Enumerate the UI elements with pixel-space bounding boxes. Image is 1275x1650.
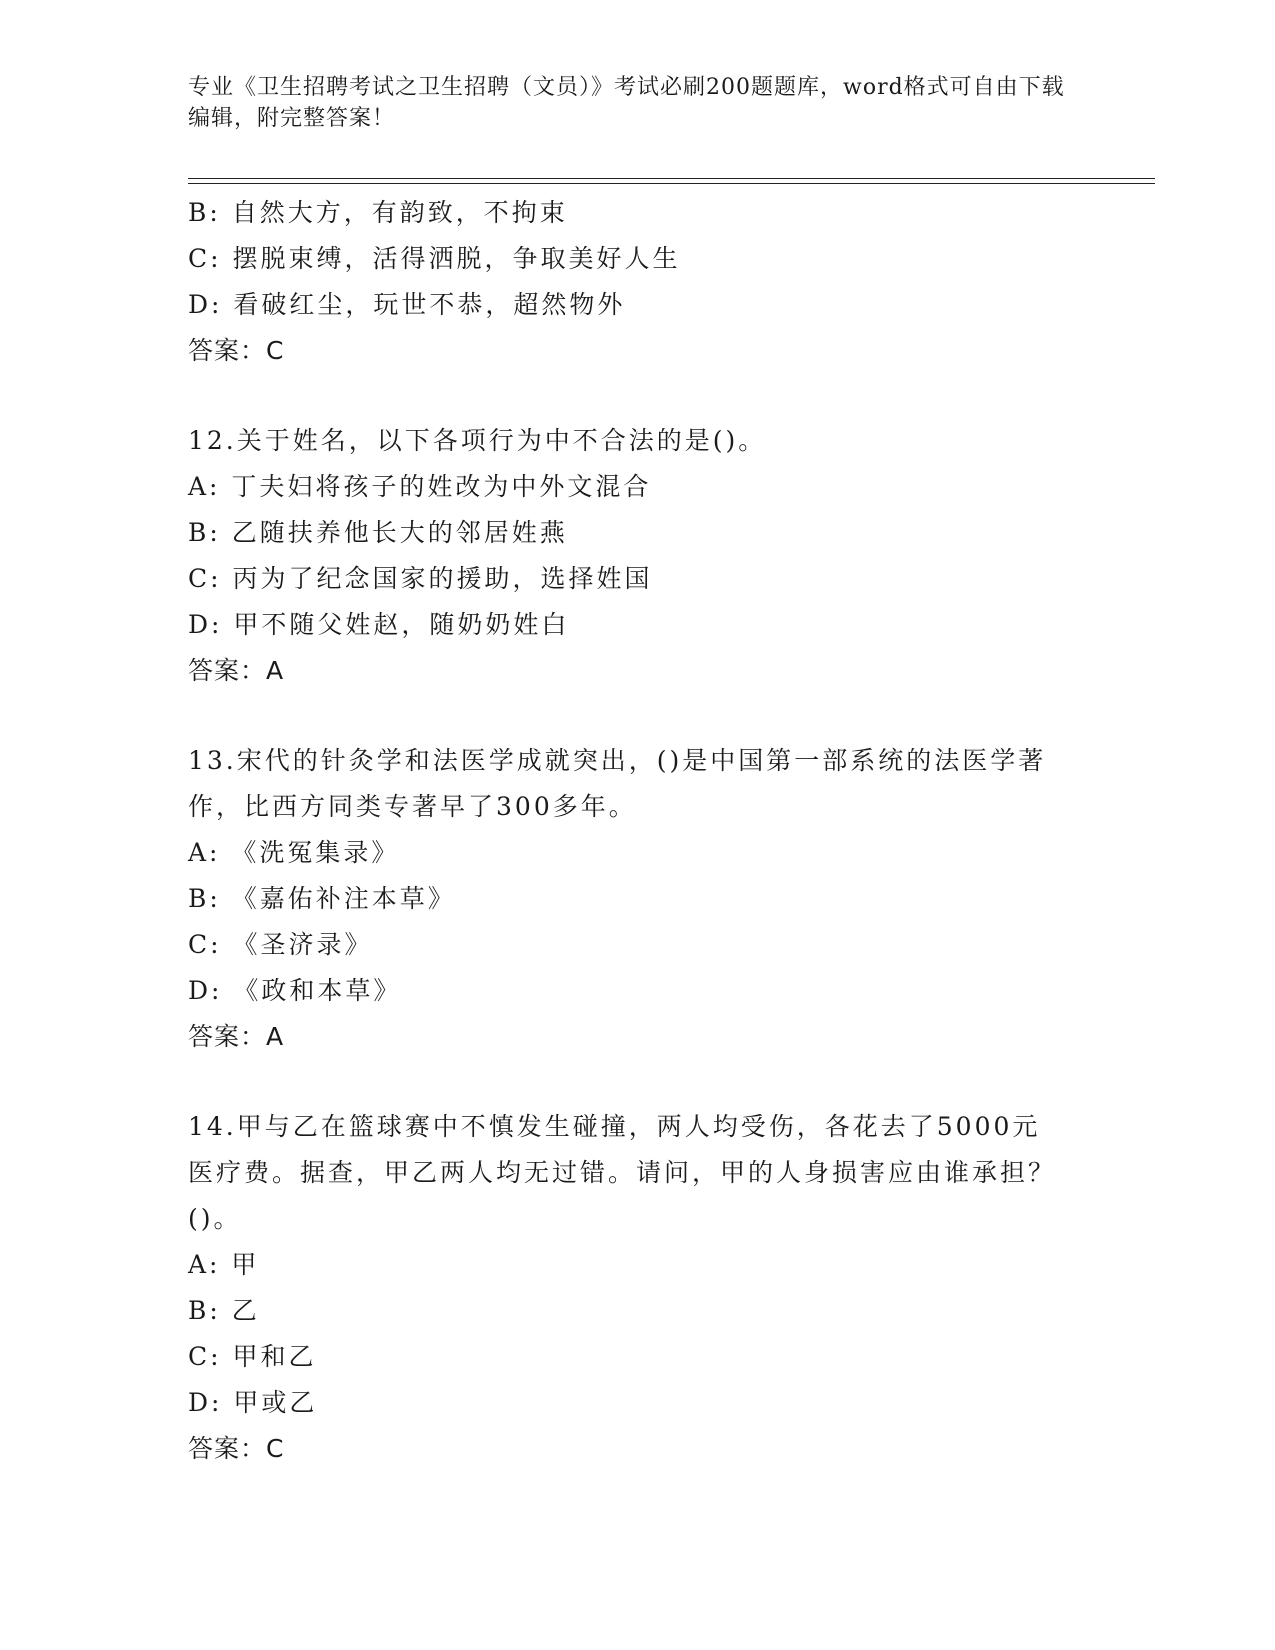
option-a: A: 丁夫妇将孩子的姓改为中外文混合 xyxy=(188,472,652,501)
option-b: B: 自然大方，有韵致，不拘束 xyxy=(188,198,568,227)
question-text: 12.关于姓名，以下各项行为中不合法的是()。 xyxy=(188,426,767,455)
answer-line: 答案：A xyxy=(188,1022,285,1051)
spacer xyxy=(188,694,1088,738)
spacer xyxy=(188,374,1088,418)
option-d: D: 看破红尘，玩世不恭，超然物外 xyxy=(188,290,626,319)
question-12 xyxy=(188,418,1088,694)
spacer xyxy=(188,1060,1088,1104)
option-b: B: 乙随扶养他长大的邻居姓燕 xyxy=(188,518,568,547)
option-d: D: 甲不随父姓赵，随奶奶姓白 xyxy=(188,610,570,639)
option-d: D: 甲或乙 xyxy=(188,1388,318,1417)
option-c: C: 丙为了纪念国家的援助，选择姓国 xyxy=(188,564,653,593)
question-14 xyxy=(188,1104,1088,1472)
option-d: D: 《政和本草》 xyxy=(188,976,402,1005)
question-text: 14.甲与乙在篮球赛中不慎发生碰撞，两人均受伤，各花去了5000元医疗费。据查，甲乙两人均无过错。请问，甲的人身损害应由谁承担？()。 xyxy=(188,1112,1057,1233)
option-b: B: 《嘉佑补注本草》 xyxy=(188,884,456,913)
question-text: 13.宋代的针灸学和法医学成就突出，()是中国第一部系统的法医学著作，比西方同类专著早了300多年。 xyxy=(188,746,1047,821)
option-a: A: 《洗冤集录》 xyxy=(188,838,400,867)
option-a: A: 甲 xyxy=(188,1250,260,1279)
question-list xyxy=(188,190,1088,1472)
header-rule-top xyxy=(188,178,1155,179)
option-c: C: 《圣济录》 xyxy=(188,930,373,959)
option-c: C: 甲和乙 xyxy=(188,1342,317,1371)
option-b: B: 乙 xyxy=(188,1296,260,1325)
question-11 xyxy=(188,190,1088,374)
answer-line: 答案：A xyxy=(188,656,285,685)
answer-line: 答案：C xyxy=(188,1434,285,1463)
question-13 xyxy=(188,738,1088,1060)
document-header: 专业《卫生招聘考试之卫生招聘（文员）》考试必刷200题题库，word格式可自由下载编辑，附完整答案！ xyxy=(188,75,1065,131)
option-c: C: 摆脱束缚，活得洒脱，争取美好人生 xyxy=(188,244,681,273)
header-rule-bottom xyxy=(188,183,1155,184)
answer-line: 答案：C xyxy=(188,336,285,365)
